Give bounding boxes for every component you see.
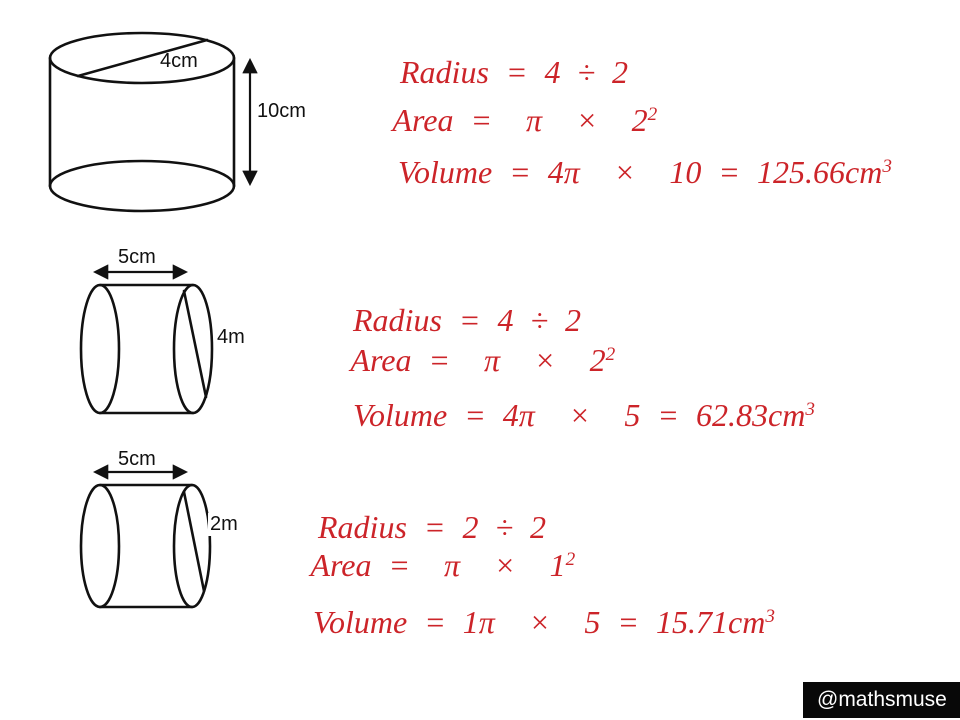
formula-exponent: 3 xyxy=(882,156,892,178)
label-diameter-2m: 2m xyxy=(210,513,238,535)
formula-exponent: 2 xyxy=(565,549,576,571)
formula-text: Volume = 4π × 5 = 62.83cm xyxy=(353,396,806,433)
cylinder-horizontal-small-diagram xyxy=(81,472,210,607)
label-height-10cm: 10cm xyxy=(257,100,306,122)
formula-text: Volume = 1π × 5 = 15.71cm xyxy=(313,603,766,640)
label-length-5cm-bottom: 5cm xyxy=(118,448,156,470)
formula-text: Radius = 4 ÷ 2 xyxy=(353,301,582,338)
formula-text: Area = π × 2 xyxy=(350,341,606,378)
formula-exponent: 2 xyxy=(605,344,616,366)
formula-text: Volume = 4π × 10 = 125.66cm xyxy=(398,153,883,190)
cylinder-horizontal-large-diagram xyxy=(81,272,212,413)
diameter-line xyxy=(184,291,206,397)
formula-text: Radius = 2 ÷ 2 xyxy=(318,508,547,545)
formula-exponent: 3 xyxy=(805,399,815,421)
formula-text: Area = π × 1 xyxy=(310,546,566,583)
formula-volume-2 xyxy=(285,365,815,466)
formula-exponent: 2 xyxy=(647,104,658,126)
formula-text: Radius = 4 ÷ 2 xyxy=(400,53,629,90)
cylinder-bottom-ellipse xyxy=(50,161,234,211)
formula-exponent: 3 xyxy=(765,606,775,628)
cylinder-left-ellipse xyxy=(81,485,119,607)
cylinder-left-ellipse xyxy=(81,285,119,413)
watermark-badge xyxy=(803,682,960,718)
label-diameter-4m: 4m xyxy=(217,326,245,348)
watermark-text: @mathsmuse xyxy=(817,688,947,711)
label-diameter-4cm: 4cm xyxy=(160,50,198,72)
label-length-5cm-middle: 5cm xyxy=(118,246,156,268)
formula-volume-1 xyxy=(330,122,892,223)
formula-volume-3 xyxy=(245,572,775,673)
cylinder-vertical-diagram xyxy=(50,33,250,211)
diameter-line xyxy=(184,492,204,591)
formula-text: Area = π × 2 xyxy=(392,101,648,138)
